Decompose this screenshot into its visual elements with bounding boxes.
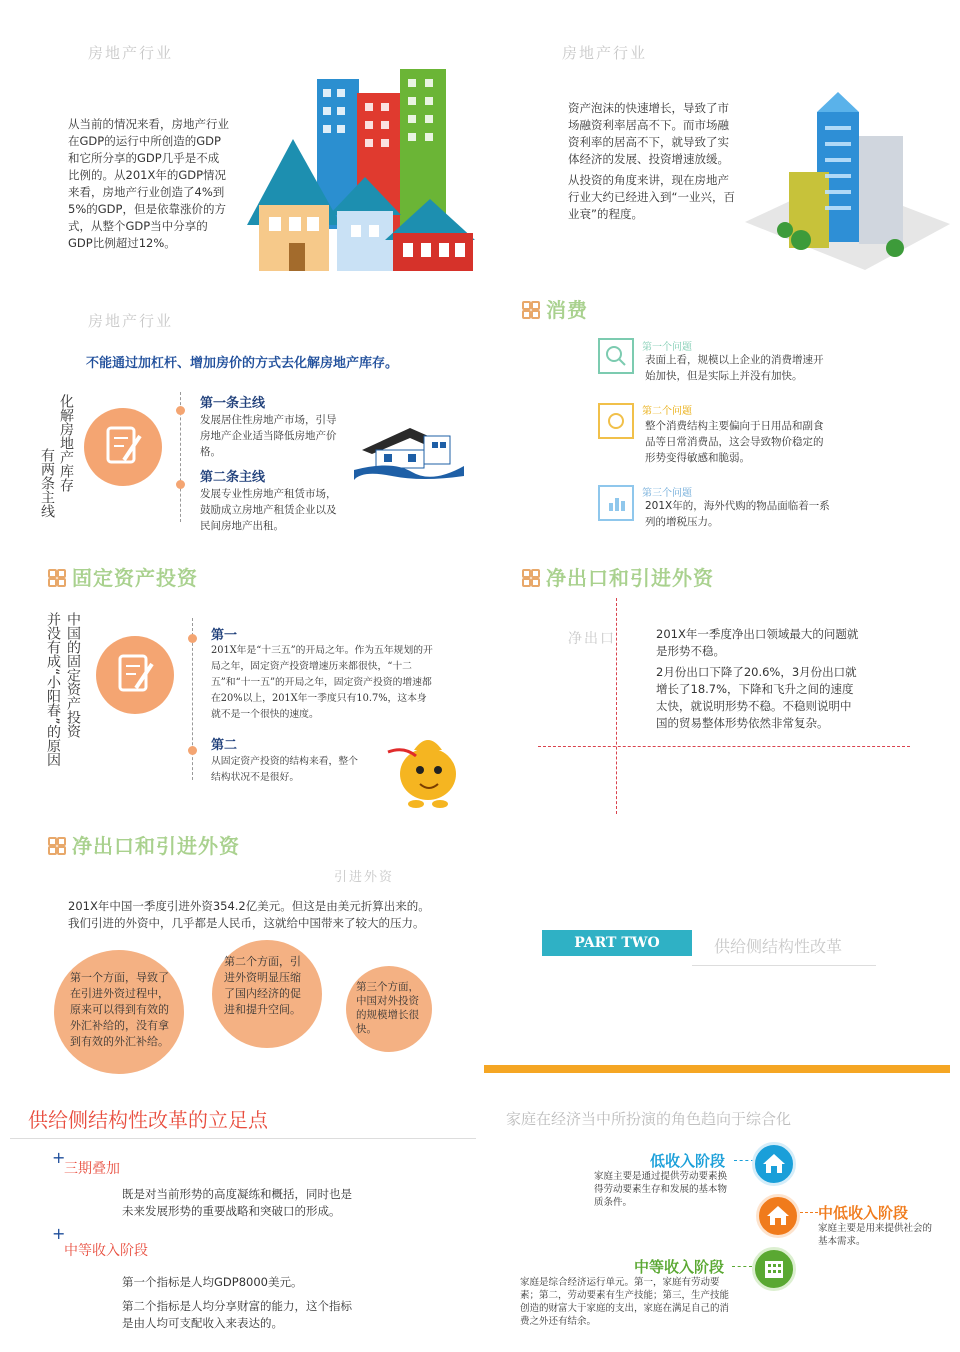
sub-title: 引进外资: [334, 870, 395, 885]
item-title: 第一: [211, 628, 238, 643]
header-text: 消费: [546, 298, 588, 322]
real-estate-paragraph: 从当前的情况来看，房地产行业在GDP的运行中所创造的GDP和它所分享的GDP几乎是不成比例的。从201X年的GDP情况来看，房地产行业创造了4%到5%的GDP，但是依靠涨价的方式，从整个GDP当中分享的GDP比例超过12%。: [68, 117, 229, 250]
document-edit-icon: [84, 408, 162, 486]
aspect-circle-1: 第一个方面，导致了在引进外资过程中，原来可以得到有效的外汇补给的，没有拿到有效的外汇补给。: [54, 950, 184, 1074]
timeline-dot: [188, 634, 197, 643]
connector-line: [734, 1160, 754, 1161]
section-header: [48, 830, 240, 859]
document-edit-icon: [96, 636, 174, 714]
bar-chart-icon: [598, 485, 634, 521]
section-title: 房地产行业: [88, 44, 174, 62]
sub-heading: 三期叠加: [64, 1161, 120, 1177]
item-title: 第一条主线: [200, 396, 266, 411]
part-title: 供给侧结构性改革: [714, 937, 843, 956]
item-text: 从固定资产投资的结构来看，整个结构状况不是很好。: [211, 756, 358, 783]
connector-line: [800, 1212, 818, 1213]
item-text: 发展居住性房地产市场，引导房地产企业适当降低房地产价格。: [200, 414, 337, 458]
export-paragraph-2: 2月份出口下降了20.6%，3月份出口就增长了18.7%，下降和飞升之间的速度太快，就说明形势不稳。不稳则说明中国的贸易整体形势依然非常复杂。: [656, 665, 857, 730]
section-header: [522, 294, 588, 323]
item-label: 第三个问题: [642, 488, 692, 499]
item-label: 第二个问题: [642, 406, 692, 417]
stage-text: 家庭是综合经济运行单元。第一，家庭有劳动要素；第二，劳动要素有生产技能；第三，生产技能创造的财富大于家庭的支出，家庭在满足自己的消费之外还有结余。: [520, 1277, 730, 1327]
grid-icon: [522, 301, 540, 319]
item-title: 第二: [211, 738, 238, 753]
item-text: 201X年的，海外代购的物品面临着一系列的增税压力。: [645, 500, 830, 528]
paragraph: 既是对当前形势的高度凝练和概括，同时也是未来发展形势的重要战略和突破口的形成。: [122, 1187, 352, 1218]
home-icon: [752, 1142, 796, 1186]
header-text: 固定资产投资: [72, 566, 198, 590]
item-text: 表面上看，规模以上企业的消费增速开始加快，但是实际上并没有加快。: [645, 354, 824, 382]
section-header: [522, 562, 714, 591]
grid-icon: [48, 569, 66, 587]
grid-icon: [48, 837, 66, 855]
timeline-dot: [188, 746, 197, 755]
stage-text: 家庭主要是通过提供劳动要素换得劳动要素生存和发展的基本物质条件。: [594, 1171, 728, 1208]
export-paragraph-1: 201X年一季度净出口领域最大的问题就是形势不稳。: [656, 627, 859, 658]
aspect-circle-3: 第三个方面，中国对外投资的规模增长很快。: [346, 966, 432, 1052]
vertical-label-1: 化解房地产库存: [58, 394, 74, 492]
section-title: 房地产行业: [562, 44, 648, 62]
house-outline-icon: [756, 1194, 800, 1238]
horizontal-divider: [538, 746, 910, 747]
house-icon: [352, 420, 467, 482]
header-text: 净出口和引进外资: [72, 834, 240, 858]
paragraph: 第一个指标是人均GDP8000美元。: [122, 1275, 303, 1289]
orange-bar: [484, 1065, 950, 1073]
stage-title: 中低收入阶段: [818, 1204, 909, 1222]
vertical-divider: [616, 598, 617, 814]
item-text: 201X年是“十三五”的开局之年。作为五年规划的开局之年，固定资产投资增速历来都很快，“十二五”和“十一五”的开局之年，固定资产投资的增速都在20%以上，201X年一季度只有10.7%，这本身就不是一个很快的速度。: [211, 645, 433, 720]
skyscraper-illustration: [745, 92, 950, 270]
item-text: 整个消费结构主要偏向于日用品和副食品等日常消费品，这会导致物价稳定的形势变得敏感和脆弱。: [645, 420, 824, 464]
foreign-investment-intro: 201X年中国一季度引进外资354.2亿美元。但这是由美元折算出来的。我们引进的外资中，几乎都是人民币，这就给中国带来了较大的压力。: [68, 899, 430, 930]
aspect-circle-2: 第二个方面，引进外资明显压缩了国内经济的促进和提升空间。: [212, 940, 322, 1048]
title-underline: [10, 1138, 476, 1139]
title-underline: [692, 965, 876, 966]
stage-text: 家庭主要是用来提供社会的基本需求。: [818, 1223, 933, 1247]
bubble-paragraph: 资产泡沫的快速增长，导致了市场融资利率居高不下。而市场融资利率的居高不下，就导致了实体经济的发展、投资增速放缓。: [568, 101, 729, 166]
section-title: 房地产行业: [88, 312, 174, 330]
stage-title: 中等收入阶段: [634, 1258, 725, 1276]
building-icon: [752, 1247, 796, 1291]
timeline-dot: [176, 406, 185, 415]
investment-paragraph: 从投资的角度来讲，现在房地产行业大约已经进入到“一业兴，百业衰”的程度。: [568, 173, 735, 221]
grid-icon: [522, 569, 540, 587]
coin-icon: [598, 403, 634, 439]
item-title: 第二条主线: [200, 470, 266, 485]
mascot-character-icon: [384, 728, 474, 810]
item-label: 第一个问题: [642, 342, 692, 353]
slide-title: 家庭在经济当中所扮演的角色趋向于综合化: [506, 1110, 792, 1128]
vertical-label-1: 中国的固定资产投资: [65, 612, 81, 738]
plus-marker-icon: +: [52, 1148, 66, 1167]
paragraph: 第二个指标是人均分享财富的能力，这个指标是由人均可支配收入来表达的。: [122, 1299, 352, 1330]
slide-title: 供给侧结构性改革的立足点: [28, 1108, 268, 1132]
plus-marker-icon: +: [52, 1224, 66, 1243]
item-text: 发展专业性房地产租赁市场，鼓励成立房地产租赁企业以及民间房地产出租。: [200, 488, 337, 532]
header-text: 净出口和引进外资: [546, 566, 714, 590]
vertical-label-2: 有两条主线: [39, 448, 55, 518]
part-label: PART TWO: [542, 930, 692, 956]
connector-line: [732, 1266, 752, 1267]
sub-heading: 中等收入阶段: [64, 1243, 148, 1259]
stage-title: 低收入阶段: [650, 1152, 726, 1170]
section-header: [48, 562, 198, 591]
headline: 不能通过加杠杆、增加房价的方式去化解房地产库存。: [86, 356, 399, 371]
side-label: 净出口: [568, 631, 616, 647]
buildings-illustration: [245, 65, 480, 275]
timeline-dot: [176, 480, 185, 489]
search-chart-icon: [598, 338, 634, 374]
vertical-label-2: 并没有成“小阳春”的原因: [45, 612, 61, 767]
